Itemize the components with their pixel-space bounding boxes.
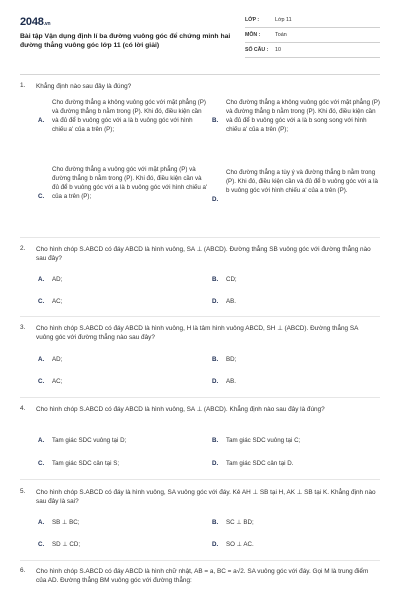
question-divider [20, 237, 380, 238]
question-number: 5. [20, 488, 26, 495]
question-text: Cho hình chóp S.ABCD có đáy ABCD là hình vuông, SA ⊥ (ABCD). Đường thẳng SB vuông góc với đường thẳng nào sau đây? [36, 246, 371, 262]
site-logo[interactable]: 2048.vn [20, 16, 51, 28]
option-text: SC ⊥ BD; [226, 519, 254, 526]
option-letter: B. [212, 117, 219, 124]
meta-row-count [245, 43, 380, 58]
option-text: Tam giác SDC cân tại S; [52, 460, 120, 467]
option-letter: B. [212, 437, 219, 444]
option-letter: C. [38, 193, 45, 200]
option-letter: C. [38, 378, 45, 385]
option-letter: D. [212, 196, 219, 203]
option-text: AD; [52, 356, 63, 363]
option-text: Cho đường thẳng a tùy ý và đường thẳng b nằm trong (P). Khi đó, điều kiện cần và đủ để b vuông góc với a là b vuông góc với hình chiếu a' của a trên (P). [226, 169, 378, 194]
option-text: AC; [52, 378, 63, 385]
option-letter: A. [38, 356, 45, 363]
meta-value: Lớp 11 [275, 17, 292, 23]
option-text: Cho đường thẳng a không vuông góc với mặt phẳng (P) và đường thẳng b nằm trong (P). Khi đó, điều kiện cần và đủ để b vuông góc với a là b song song với hình chiếu a' của a trên (P); [226, 99, 380, 133]
question-number: 4. [20, 405, 26, 412]
page-title: Bài tập Vận dụng định lí ba đường vuông góc để chứng minh hai đường thẳng vuông góc lớp 11 (có lời giải) [20, 33, 231, 49]
option-letter: D. [212, 378, 219, 385]
option-text: CD; [226, 276, 237, 283]
option-text: Cho đường thẳng a không vuông góc với mặt phẳng (P) và đường thẳng b nằm trong (P). Khi đó, điều kiện cần và đủ để b vuông góc với a là b vuông góc với hình chiếu a' của a trên (P); [52, 99, 206, 133]
option-text: AB. [226, 378, 236, 385]
meta-table [245, 13, 380, 58]
option-letter: A. [38, 117, 45, 124]
meta-key: LỚP : [245, 17, 260, 23]
option-letter: C. [38, 460, 45, 467]
option-text: SO ⊥ AC. [226, 541, 254, 548]
question-divider [20, 560, 380, 561]
question-text: Khẳng định nào sau đây là đúng? [36, 83, 132, 90]
option-text: SD ⊥ CD; [52, 541, 81, 548]
meta-row-class [245, 13, 380, 28]
meta-value: 10 [275, 47, 281, 53]
option-letter: B. [212, 356, 219, 363]
option-text: Cho đường thẳng a vuông góc với mặt phẳng (P) và đường thẳng b nằm trong (P). Khi đó, điều kiện cần và đủ để b vuông góc với a là b vuông góc với hình chiếu a' của a trên (P); [52, 166, 208, 200]
header-divider [20, 74, 380, 75]
question-divider [20, 316, 380, 317]
option-letter: A. [38, 437, 45, 444]
question-text: Cho hình chóp S.ABCD có đáy ABCD là hình vuông, SA ⊥ (ABCD). Khẳng định nào sau đây là đúng? [36, 406, 325, 413]
option-letter: A. [38, 276, 45, 283]
option-text: SB ⊥ BC; [52, 519, 80, 526]
header [20, 13, 380, 63]
option-letter: B. [212, 519, 219, 526]
option-text: Tam giác SDC vuông tại C; [226, 437, 301, 444]
meta-value: Toán [275, 32, 287, 38]
question-divider [20, 397, 380, 398]
option-text: BD; [226, 356, 237, 363]
option-letter: C. [38, 298, 45, 305]
question-text: Cho hình chóp S.ABCD có đáy ABCD là hình chữ nhật, AB = a, BC = a√2. SA vuông góc với đáy. Gọi M là trung điểm của AD. Đường thẳng BM vuông góc với đường thẳng: [36, 568, 369, 584]
option-letter: D. [212, 541, 219, 548]
option-text: AD; [52, 276, 63, 283]
option-text: Tam giác SDC vuông tại D; [52, 437, 127, 444]
option-letter: C. [38, 541, 45, 548]
option-text: AC; [52, 298, 63, 305]
option-text: AB. [226, 298, 236, 305]
meta-key: SỐ CÂU : [245, 47, 269, 53]
question-number: 1. [20, 82, 26, 89]
question-text: Cho hình chóp S.ABCD có đáy là hình vuông, SA vuông góc với đáy. Kẻ AH ⊥ SB tại H, AK ⊥ SB tại K. Khẳng định nào sau đây là sai? [36, 489, 376, 505]
question-number: 6. [20, 567, 26, 574]
option-letter: A. [38, 519, 45, 526]
option-text: Tam giác SDC cân tại D. [226, 460, 294, 467]
question-number: 3. [20, 324, 26, 331]
meta-row-subject [245, 28, 380, 43]
question-text: Cho hình chóp S.ABCD có đáy ABCD là hình vuông, H là tâm hình vuông ABCD, SH ⊥ (ABCD). Đường thẳng SA vuông góc với đường thẳng nào sau đây? [36, 325, 359, 341]
option-letter: D. [212, 298, 219, 305]
question-divider [20, 479, 380, 480]
option-letter: B. [212, 276, 219, 283]
question-number: 2. [20, 245, 26, 252]
meta-key: MÔN : [245, 32, 261, 38]
option-letter: D. [212, 460, 219, 467]
